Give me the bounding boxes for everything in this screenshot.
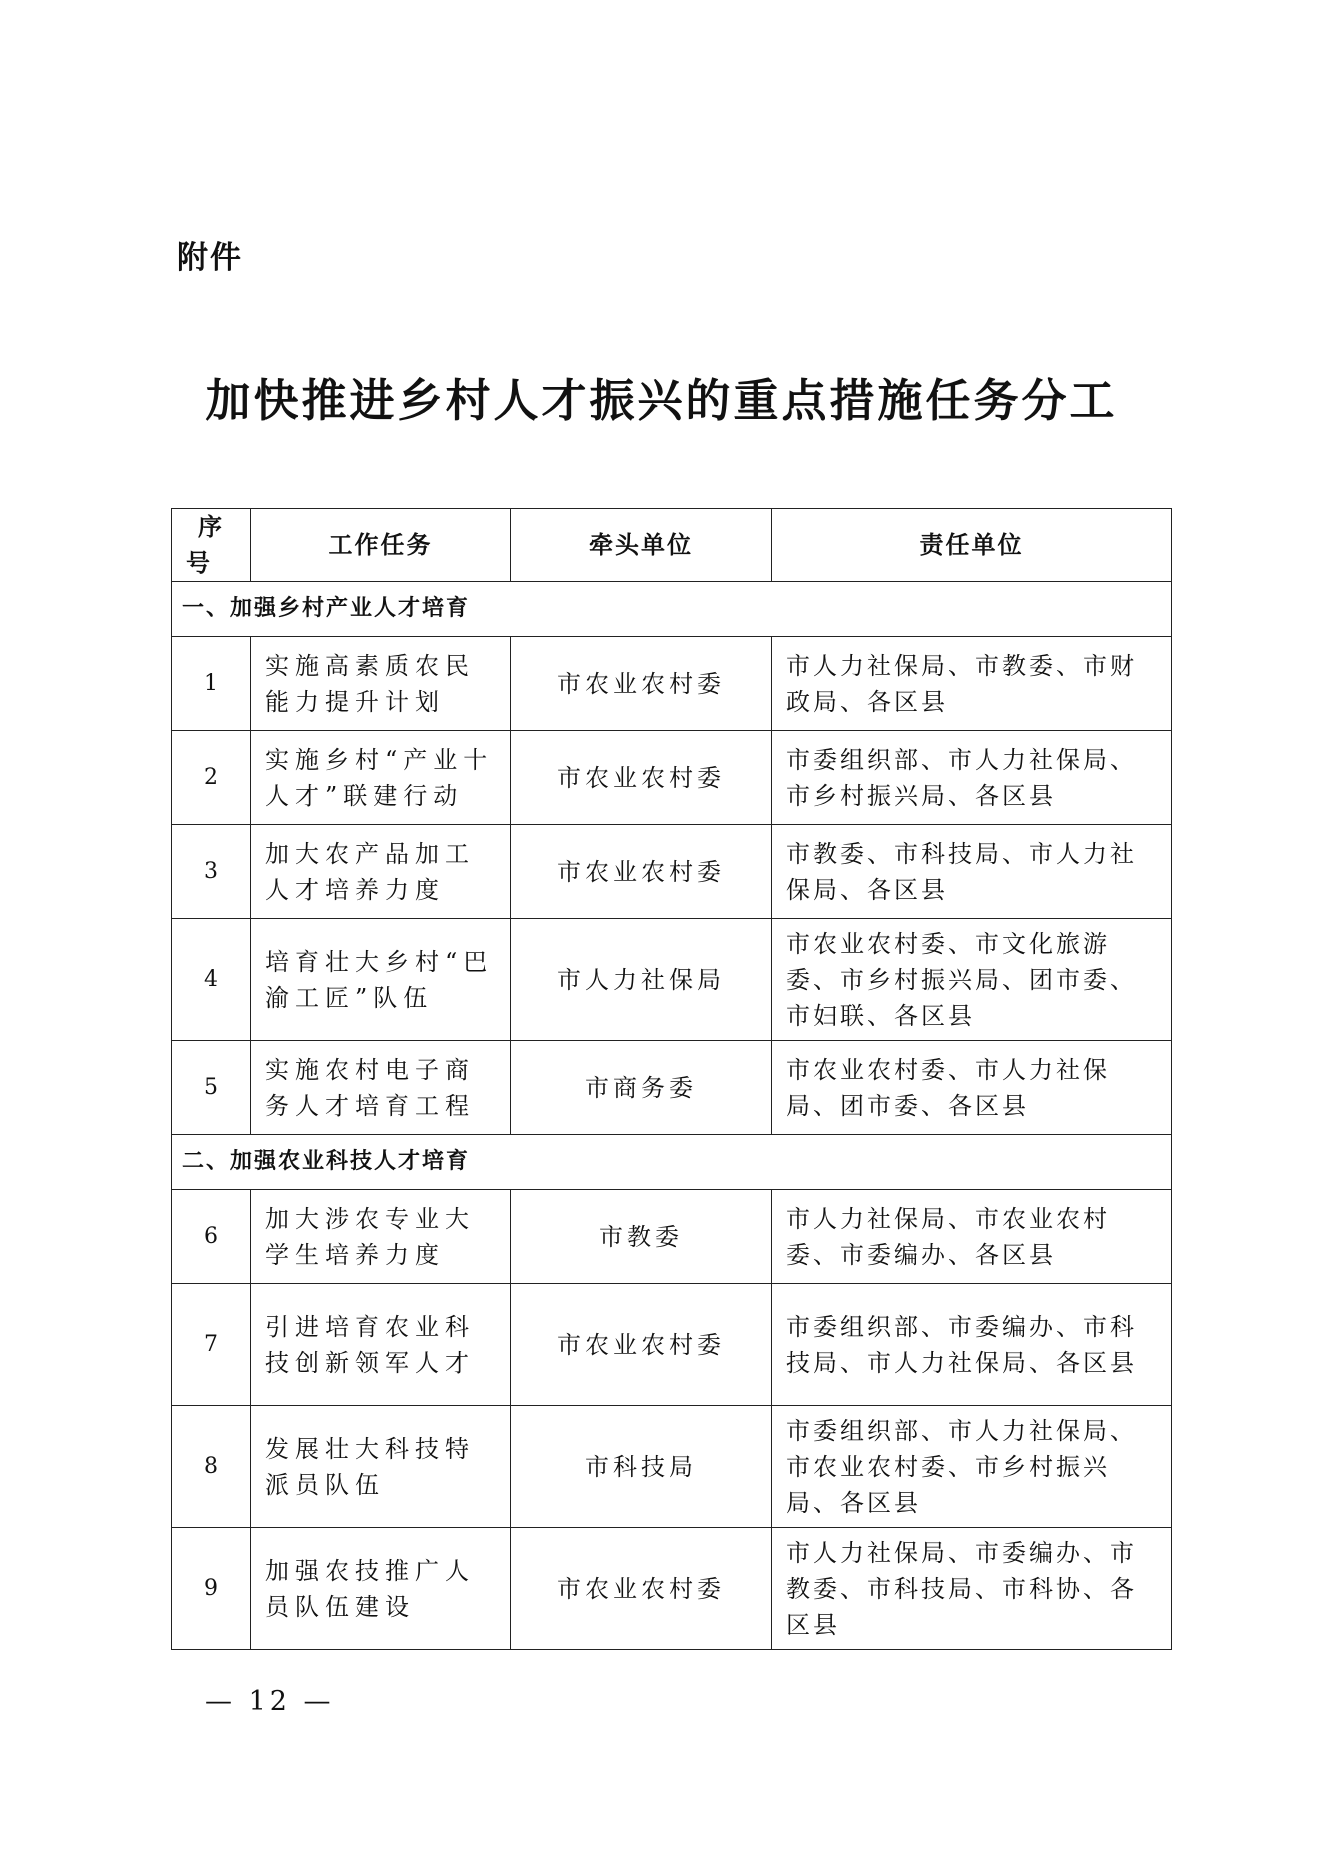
row-task: 加大涉农专业大学生培养力度 (251, 1190, 511, 1284)
row-task: 引进培育农业科技创新领军人才 (251, 1284, 511, 1406)
row-no: 4 (172, 919, 251, 1041)
table-row (172, 731, 1172, 825)
row-no: 2 (172, 731, 251, 825)
row-task: 实施高素质农民能力提升计划 (251, 637, 511, 731)
table-row (172, 919, 1172, 1041)
section-row (172, 1135, 1172, 1190)
table-row (172, 1528, 1172, 1650)
row-task: 发展壮大科技特派员队伍 (251, 1406, 511, 1528)
row-resp: 市委组织部、市委编办、市科技局、市人力社保局、各区县 (772, 1284, 1172, 1406)
table-row (172, 637, 1172, 731)
document-title: 加快推进乡村人才振兴的重点措施任务分工 (205, 374, 1118, 427)
section-heading: 二、加强农业科技人才培育 (172, 1135, 1172, 1190)
row-task: 实施乡村“产业十人才”联建行动 (251, 731, 511, 825)
row-task: 加大农产品加工人才培养力度 (251, 825, 511, 919)
table-row (172, 1284, 1172, 1406)
row-no: 3 (172, 825, 251, 919)
row-lead: 市农业农村委 (511, 1284, 772, 1406)
page-number: — 12 — (205, 1686, 335, 1717)
row-lead: 市农业农村委 (511, 825, 772, 919)
row-no: 6 (172, 1190, 251, 1284)
row-lead: 市农业农村委 (511, 637, 772, 731)
table-row (172, 1406, 1172, 1528)
row-resp: 市委组织部、市人力社保局、市农业农村委、市乡村振兴局、各区县 (772, 1406, 1172, 1528)
annex-label: 附件 (177, 240, 243, 276)
row-task: 培育壮大乡村“巴渝工匠”队伍 (251, 919, 511, 1041)
row-resp: 市人力社保局、市农业农村委、市委编办、各区县 (772, 1190, 1172, 1284)
row-no: 8 (172, 1406, 251, 1528)
section-heading: 一、加强乡村产业人才培育 (172, 582, 1172, 637)
row-resp: 市人力社保局、市委编办、市教委、市科技局、市科协、各区县 (772, 1528, 1172, 1650)
header-task: 工作任务 (251, 509, 511, 582)
task-table (171, 508, 1172, 1650)
row-resp: 市农业农村委、市人力社保局、团市委、各区县 (772, 1041, 1172, 1135)
header-no: 序号 (172, 509, 251, 582)
table-row (172, 1041, 1172, 1135)
section-row (172, 582, 1172, 637)
row-no: 1 (172, 637, 251, 731)
row-task: 实施农村电子商务人才培育工程 (251, 1041, 511, 1135)
table-row (172, 1190, 1172, 1284)
row-task: 加强农技推广人员队伍建设 (251, 1528, 511, 1650)
row-no: 7 (172, 1284, 251, 1406)
row-no: 9 (172, 1528, 251, 1650)
row-resp: 市农业农村委、市文化旅游委、市乡村振兴局、团市委、市妇联、各区县 (772, 919, 1172, 1041)
table-row (172, 825, 1172, 919)
row-lead: 市农业农村委 (511, 1528, 772, 1650)
table-header-row (172, 509, 1172, 582)
row-lead: 市科技局 (511, 1406, 772, 1528)
header-resp: 责任单位 (772, 509, 1172, 582)
row-lead: 市人力社保局 (511, 919, 772, 1041)
row-lead: 市农业农村委 (511, 731, 772, 825)
row-lead: 市教委 (511, 1190, 772, 1284)
row-no: 5 (172, 1041, 251, 1135)
header-lead: 牵头单位 (511, 509, 772, 582)
row-lead: 市商务委 (511, 1041, 772, 1135)
row-resp: 市委组织部、市人力社保局、市乡村振兴局、各区县 (772, 731, 1172, 825)
row-resp: 市教委、市科技局、市人力社保局、各区县 (772, 825, 1172, 919)
row-resp: 市人力社保局、市教委、市财政局、各区县 (772, 637, 1172, 731)
